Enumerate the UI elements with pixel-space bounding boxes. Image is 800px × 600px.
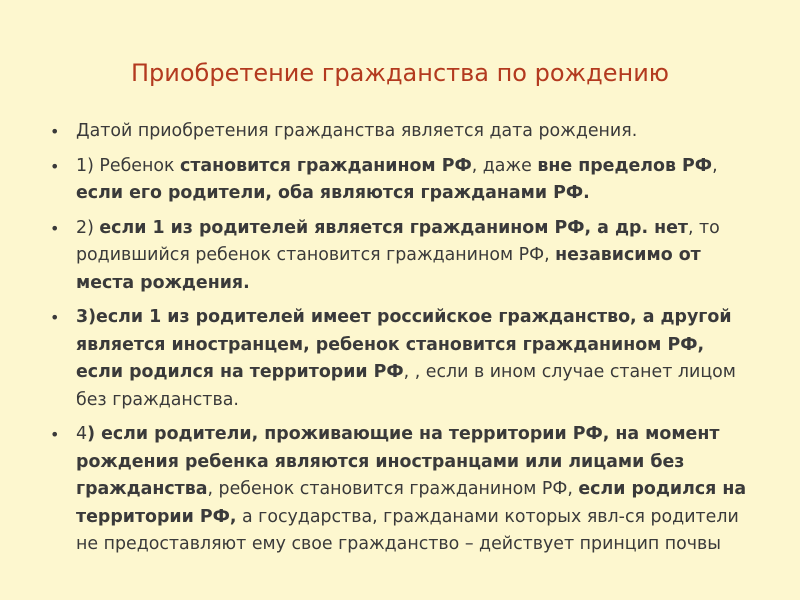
text-segment-bold: ) если родители, проживающие на территории РФ, на момент рождения ребенка являются иностранцами или лицами без гражданства bbox=[76, 424, 720, 499]
text-segment: , даже bbox=[471, 155, 538, 176]
bullet-icon: • bbox=[50, 425, 60, 444]
list-item bbox=[50, 304, 750, 414]
text-segment: , то родившийся ребенок становится гражданином РФ, bbox=[76, 217, 720, 265]
item-text bbox=[76, 156, 718, 204]
list-item bbox=[50, 153, 750, 208]
bullet-icon: • bbox=[50, 218, 60, 238]
item-text bbox=[76, 218, 720, 293]
text-segment-bold: вне пределов РФ bbox=[537, 155, 713, 176]
item-text bbox=[76, 307, 736, 410]
text-segment: 1) Ребенок bbox=[76, 155, 181, 176]
list-item bbox=[50, 215, 750, 298]
item-text bbox=[76, 424, 746, 554]
item-text bbox=[76, 121, 637, 141]
text-segment: , , если в ином случае станет лицом без гражданства. bbox=[76, 362, 736, 410]
bullet-icon: • bbox=[50, 122, 60, 141]
text-segment-bold: 3)если 1 из родителей имеет российское гражданство, а другой является иностранцем, ребенок становится гражданином РФ, если родился на территории РФ bbox=[76, 307, 732, 382]
text-segment: 2) bbox=[76, 217, 100, 238]
text-segment: а государства, гражданами которых явл-ся родители не предоставляют ему свое гражданство – действует принцип почвы bbox=[76, 506, 739, 554]
bullet-icon: • bbox=[50, 308, 60, 327]
list-item bbox=[50, 118, 750, 146]
slide-title: Приобретение гражданства по рождению bbox=[130, 59, 669, 87]
text-segment-bold: если родился на территории РФ, bbox=[76, 479, 747, 527]
list-item bbox=[50, 421, 750, 559]
bullet-list bbox=[50, 118, 750, 566]
text-segment-bold: если 1 из родителей является гражданином РФ, а др. нет bbox=[99, 217, 688, 238]
text-segment: , ребенок становится гражданином РФ, bbox=[207, 479, 579, 499]
bullet-icon: • bbox=[50, 156, 60, 176]
text-segment: 4 bbox=[76, 424, 88, 444]
text-segment-bold: становится гражданином РФ bbox=[180, 155, 472, 176]
text-segment-bold: независимо от места рождения. bbox=[76, 245, 701, 293]
text-segment: , bbox=[712, 155, 718, 176]
text-segment-bold: если его родители, оба являются гражданами РФ. bbox=[76, 183, 590, 203]
text-segment: Датой приобретения гражданства является дата рождения. bbox=[76, 121, 638, 141]
